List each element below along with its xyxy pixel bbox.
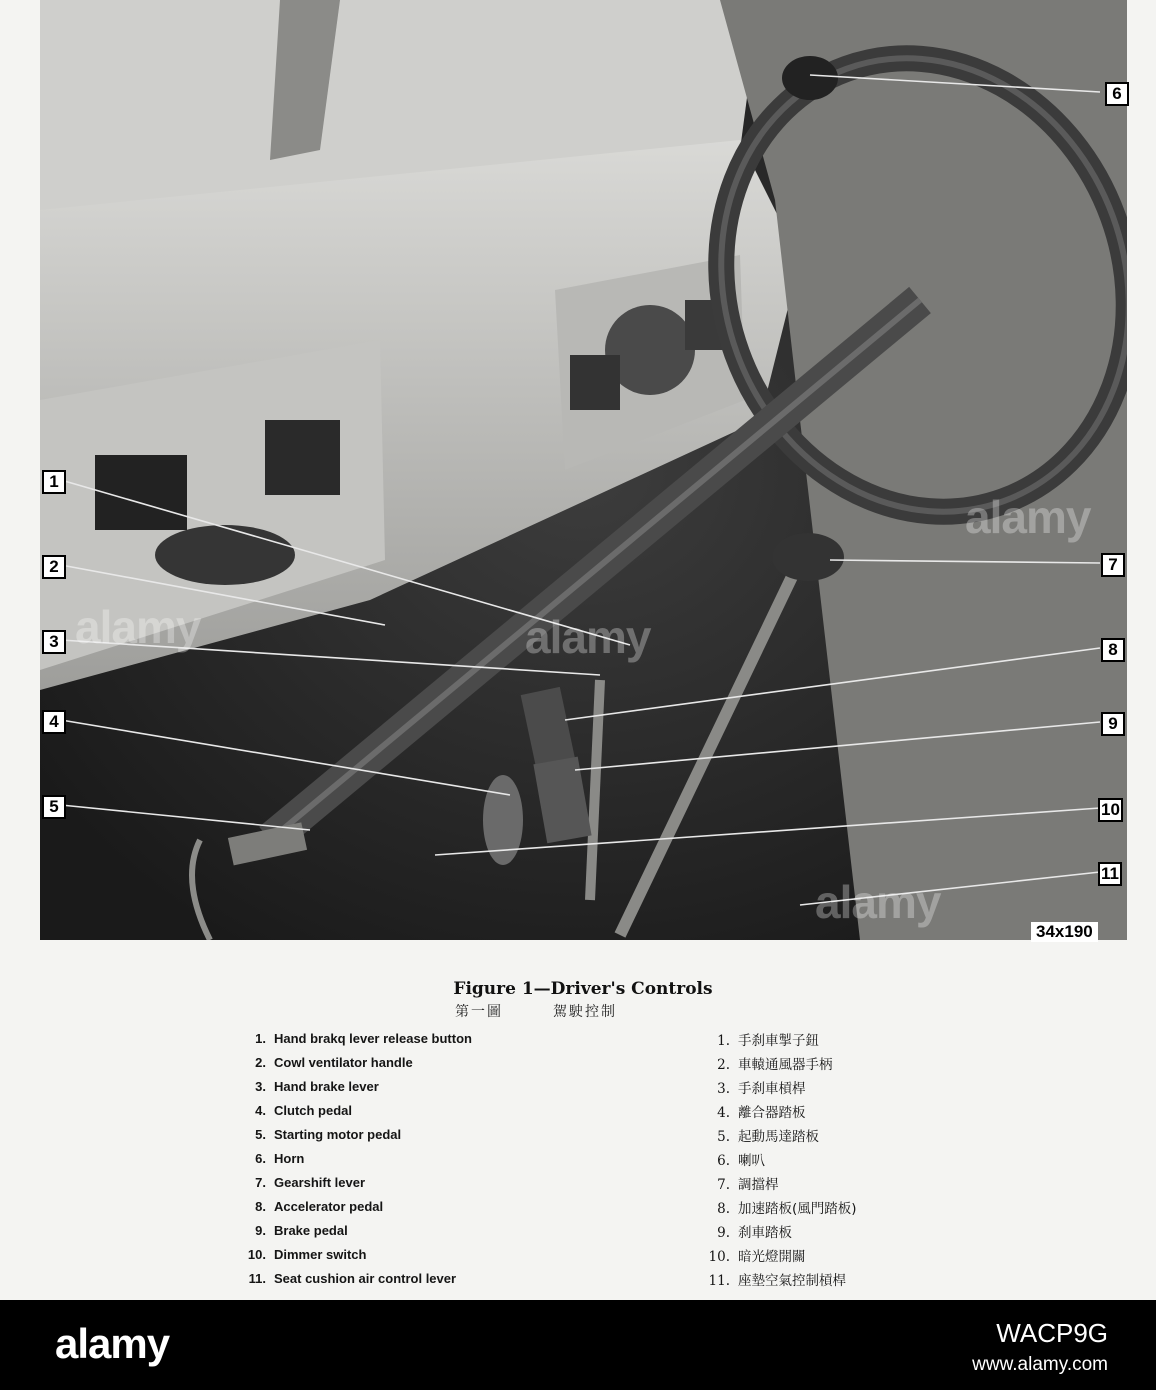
figure-title: Figure 1—Driver's Controls xyxy=(453,979,713,999)
callout-4: 4 xyxy=(42,710,66,734)
legend-zh-item-label: 手刹車掣子鈕 xyxy=(738,1033,819,1049)
legend-zh-item xyxy=(700,1245,1000,1269)
legend-en-item-number: 8. xyxy=(255,1199,266,1214)
legend-zh-item-label: 手刹車槓桿 xyxy=(738,1081,806,1097)
legend-zh-item xyxy=(700,1077,1000,1101)
legend-zh-item xyxy=(700,1101,1000,1125)
alamy-logo: alamy xyxy=(55,1320,170,1367)
legend-en-item xyxy=(222,1171,602,1195)
legend-en-item-number: 10. xyxy=(247,1247,266,1262)
legend-zh-item xyxy=(700,1197,1000,1221)
legend-zh-item-number: 1. xyxy=(717,1033,730,1049)
site-url: www.alamy.com xyxy=(972,1354,1108,1375)
callout-11: 11 xyxy=(1098,862,1122,886)
legend-zh-item-label: 座墊空氣控制槓桿 xyxy=(738,1273,846,1289)
legend-zh-item-number: 3. xyxy=(717,1081,730,1097)
legend-en-item-number: 3. xyxy=(255,1079,266,1094)
figure-subtitle-zh xyxy=(455,1001,755,1021)
legend-en-item-label: Clutch pedal xyxy=(274,1103,353,1118)
legend-zh-item-number: 4. xyxy=(717,1105,730,1121)
legend-zh-item-number: 5. xyxy=(717,1129,730,1145)
legend-en-item xyxy=(222,1147,602,1171)
maker-plate xyxy=(155,525,295,585)
legend-zh-item-number: 9. xyxy=(717,1225,730,1241)
legend-en-item-label: Gearshift lever xyxy=(274,1175,366,1190)
callout-5: 5 xyxy=(42,795,66,819)
legend-en-item-label: Horn xyxy=(274,1151,305,1166)
callout-9: 9 xyxy=(1101,712,1125,736)
legend-zh-item-label: 調擋桿 xyxy=(738,1177,779,1193)
legend-zh-item-label: 起動馬達踏板 xyxy=(738,1129,819,1145)
legend-zh-item-label: 喇叭 xyxy=(738,1153,765,1169)
legend-en-item-label: Cowl ventilator handle xyxy=(274,1055,413,1070)
legend-zh-item-number: 6. xyxy=(717,1153,730,1169)
legend-en-item-number: 11. xyxy=(248,1271,266,1286)
legend-zh-item-number: 7. xyxy=(717,1177,730,1193)
watermark: alamy xyxy=(75,601,201,653)
legend-zh-item-label: 車轅通風器手柄 xyxy=(738,1057,833,1073)
legend-en-item-number: 7. xyxy=(255,1175,266,1190)
legend-en-item xyxy=(222,1195,602,1219)
image-id: WACP9G xyxy=(996,1318,1108,1348)
legend-en-item xyxy=(222,1267,602,1291)
callout-2: 2 xyxy=(42,555,66,579)
legend-en-item xyxy=(222,1123,602,1147)
transmission-plate xyxy=(95,455,187,530)
legend-zh-item-number: 10. xyxy=(708,1249,730,1265)
callout-1: 1 xyxy=(42,470,66,494)
legend-en-item-number: 6. xyxy=(255,1151,266,1166)
legend-en-item xyxy=(222,1219,602,1243)
legend-en-item-number: 2. xyxy=(255,1055,266,1070)
legend-zh-item xyxy=(700,1221,1000,1245)
gearshift-knob xyxy=(772,533,844,581)
gauge-left xyxy=(570,355,620,410)
data-plate xyxy=(265,420,340,495)
cab-interior-illustration xyxy=(40,0,1127,940)
legend-en-item-label: Accelerator pedal xyxy=(274,1199,384,1214)
legend-zh-item-number: 2. xyxy=(717,1057,730,1073)
watermark: alamy xyxy=(525,611,651,663)
legend-en-item-number: 5. xyxy=(255,1127,266,1142)
legend-zh-item xyxy=(700,1269,1000,1293)
legend-zh-item xyxy=(700,1053,1000,1077)
legend-zh-item xyxy=(700,1173,1000,1197)
legend-en-item-number: 1. xyxy=(255,1031,266,1046)
legend-zh-item-number: 8. xyxy=(717,1201,730,1217)
callout-3: 3 xyxy=(42,630,66,654)
legend-en-item xyxy=(222,1099,602,1123)
legend-en-item xyxy=(222,1027,602,1051)
legend-zh-item-label: 離合器踏板 xyxy=(738,1105,806,1121)
horn-button xyxy=(782,56,838,100)
driver-controls-photo xyxy=(40,0,1127,940)
legend-en-item-label: Hand brakq lever release button xyxy=(274,1031,472,1046)
legend-en-item xyxy=(222,1051,602,1075)
callout-6: 6 xyxy=(1105,82,1129,106)
figure-subtitle-zh-number: 第一圖 xyxy=(455,1004,503,1020)
legend-zh-item xyxy=(700,1149,1000,1173)
legend-en-item-label: Seat cushion air control lever xyxy=(274,1271,457,1286)
legend-en-item-label: Brake pedal xyxy=(274,1223,348,1238)
legend-zh-item xyxy=(700,1029,1000,1053)
legend-en-item-label: Dimmer switch xyxy=(274,1247,367,1262)
legend-en-item-label: Starting motor pedal xyxy=(274,1127,402,1142)
legend-en-item xyxy=(222,1243,602,1267)
legend-english xyxy=(222,1027,602,1291)
legend-zh-item-label: 刹車踏板 xyxy=(738,1225,792,1241)
callout-8: 8 xyxy=(1101,638,1125,662)
callout-7: 7 xyxy=(1101,553,1125,577)
watermark: alamy xyxy=(965,491,1091,543)
footer-bar xyxy=(0,1300,1156,1390)
callout-10: 10 xyxy=(1098,798,1123,822)
legend-zh-item-number: 11. xyxy=(708,1273,730,1289)
legend-chinese xyxy=(700,1029,1000,1293)
figure-subtitle-zh-title: 駕駛控制 xyxy=(553,1004,617,1020)
legend-zh-item-label: 加速踏板(風門踏板) xyxy=(738,1201,857,1217)
legend-en-item-number: 4. xyxy=(255,1103,266,1118)
legend-zh-item xyxy=(700,1125,1000,1149)
negative-number: 34x190 xyxy=(1031,922,1098,942)
legend-en-item-number: 9. xyxy=(255,1223,266,1238)
watermark: alamy xyxy=(815,876,941,928)
legend-zh-item-label: 暗光燈開關 xyxy=(738,1249,806,1265)
legend-en-item-label: Hand brake lever xyxy=(274,1079,379,1094)
legend-en-item xyxy=(222,1075,602,1099)
